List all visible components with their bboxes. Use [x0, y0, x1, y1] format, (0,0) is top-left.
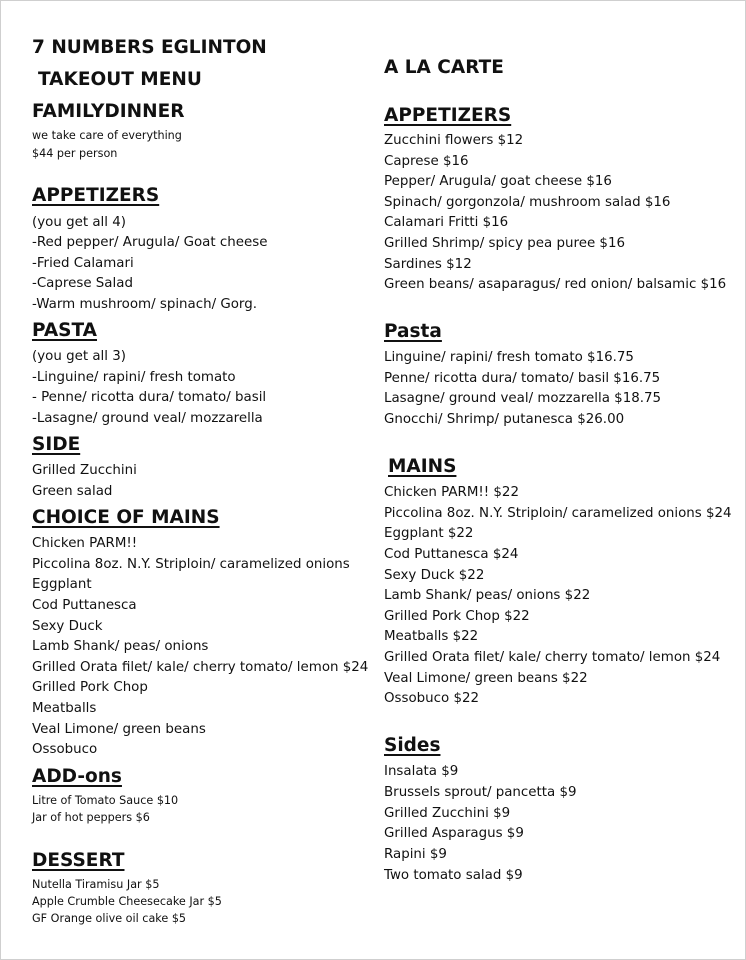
list-item: Grilled Zucchini: [32, 463, 137, 478]
list-item: Grilled Orata filet/ kale/ cherry tomato/ lemon $24: [32, 660, 369, 675]
list-item: Insalata $9: [384, 764, 459, 779]
list-item: Chicken PARM!! $22: [384, 485, 519, 500]
list-item: Two tomato salad $9: [384, 868, 523, 883]
list-item: Spinach/ gorgonzola/ mushroom salad $16: [384, 195, 671, 210]
list-item: Meatballs $22: [384, 629, 479, 644]
dessert-heading: DESSERT: [32, 850, 125, 871]
list-item: GF Orange olive oil cake $5: [32, 912, 187, 925]
list-item: Brussels sprout/ pancetta $9: [384, 785, 577, 800]
family-dinner-heading: FAMILYDINNER: [32, 101, 185, 122]
list-item: -Lasagne/ ground veal/ mozzarella: [32, 411, 263, 426]
list-item: Grilled Pork Chop: [32, 680, 148, 695]
list-item: Litre of Tomato Sauce $10: [32, 794, 179, 807]
appetizers-heading: APPETIZERS: [32, 185, 160, 206]
list-item: Cod Puttanesca: [32, 598, 137, 613]
addons-heading: ADD-ons: [32, 766, 122, 787]
list-item: Chicken PARM!!: [32, 536, 138, 551]
side-heading: SIDE: [32, 434, 81, 455]
list-item: Ossobuco $22: [384, 691, 480, 706]
mains-heading: CHOICE OF MAINS: [32, 507, 220, 528]
list-item: Penne/ ricotta dura/ tomato/ basil $16.75: [384, 371, 661, 386]
list-item: Gnocchi/ Shrimp/ putanesca $26.00: [384, 412, 625, 427]
list-item: Calamari Fritti $16: [384, 215, 509, 230]
list-item: Piccolina 8oz. N.Y. Striploin/ caramelized onions $24: [384, 506, 732, 521]
carte-sides-heading: Sides: [384, 735, 441, 756]
a-la-carte-title: A LA CARTE: [384, 57, 504, 78]
list-item: Rapini $9: [384, 847, 447, 862]
list-item: Eggplant $22: [384, 526, 474, 541]
list-item: Sexy Duck $22: [384, 568, 485, 583]
appetizers-note: (you get all 4): [32, 215, 126, 230]
list-item: - Penne/ ricotta dura/ tomato/ basil: [32, 390, 267, 405]
list-item: -Fried Calamari: [32, 256, 134, 271]
list-item: Eggplant: [32, 577, 92, 592]
takeout-menu-title: TAKEOUT MENU: [38, 69, 202, 90]
list-item: Sardines $12: [384, 257, 472, 272]
list-item: -Caprese Salad: [32, 276, 133, 291]
list-item: Ossobuco: [32, 742, 98, 757]
list-item: Meatballs: [32, 701, 97, 716]
list-item: Caprese $16: [384, 154, 469, 169]
list-item: Linguine/ rapini/ fresh tomato $16.75: [384, 350, 634, 365]
list-item: Lamb Shank/ peas/ onions: [32, 639, 209, 654]
list-item: Lamb Shank/ peas/ onions $22: [384, 588, 591, 603]
list-item: Veal Limone/ green beans: [32, 722, 206, 737]
list-item: -Red pepper/ Arugula/ Goat cheese: [32, 235, 268, 250]
list-item: Grilled Pork Chop $22: [384, 609, 530, 624]
list-item: Apple Crumble Cheesecake Jar $5: [32, 895, 222, 908]
list-item: Veal Limone/ green beans $22: [384, 671, 588, 686]
list-item: Sexy Duck: [32, 619, 103, 634]
carte-mains-heading: MAINS: [388, 456, 457, 477]
list-item: Lasagne/ ground veal/ mozzarella $18.75: [384, 391, 662, 406]
list-item: Jar of hot peppers $6: [32, 811, 150, 824]
list-item: -Warm mushroom/ spinach/ Gorg.: [32, 297, 257, 312]
list-item: Grilled Asparagus $9: [384, 826, 524, 841]
pasta-note: (you get all 3): [32, 349, 126, 364]
list-item: Piccolina 8oz. N.Y. Striploin/ caramelized onions: [32, 557, 350, 572]
family-dinner-note: we take care of everything: [32, 129, 182, 142]
list-item: Grilled Zucchini $9: [384, 806, 511, 821]
carte-pasta-heading: Pasta: [384, 321, 442, 342]
carte-appetizers-heading: APPETIZERS: [384, 105, 512, 126]
list-item: Grilled Orata filet/ kale/ cherry tomato/ lemon $24: [384, 650, 721, 665]
list-item: Green salad: [32, 484, 113, 499]
list-item: Nutella Tiramisu Jar $5: [32, 878, 160, 891]
restaurant-title: 7 NUMBERS EGLINTON: [32, 37, 267, 58]
family-dinner-price: $44 per person: [32, 147, 118, 160]
list-item: Cod Puttanesca $24: [384, 547, 519, 562]
list-item: Pepper/ Arugula/ goat cheese $16: [384, 174, 612, 189]
list-item: Zucchini flowers $12: [384, 133, 524, 148]
pasta-heading: PASTA: [32, 320, 98, 341]
list-item: Green beans/ asaparagus/ red onion/ balsamic $16: [384, 277, 727, 292]
list-item: Grilled Shrimp/ spicy pea puree $16: [384, 236, 625, 251]
list-item: -Linguine/ rapini/ fresh tomato: [32, 370, 236, 385]
